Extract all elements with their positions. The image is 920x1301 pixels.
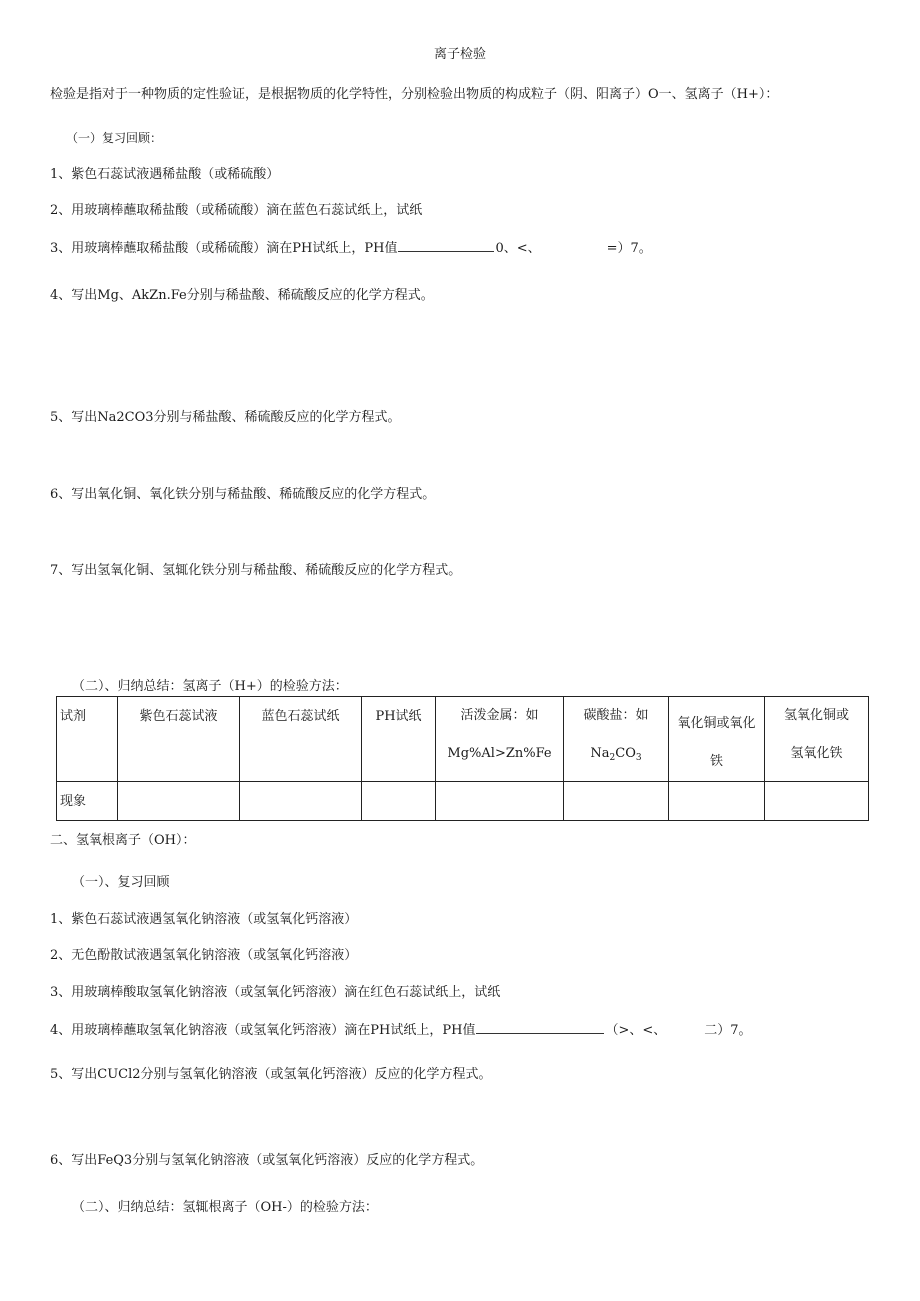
table-cell [57, 697, 118, 782]
table-cell [240, 697, 362, 782]
part1-question-1: 1、紫色石蕊试液遇稀盐酸（或稀硫酸） [50, 167, 280, 182]
answer-cell[interactable] [564, 782, 669, 821]
hydrogen-ion-test-table [56, 696, 869, 821]
table-cell [118, 697, 240, 782]
metal-oxide-line1: 氧化铜或氧化 [677, 716, 756, 731]
reagent-litmus-solution: 紫色石蕊试液 [139, 709, 218, 724]
part1-q3-options: 0、<、 [495, 241, 541, 256]
reagent-blue-litmus-paper: 蓝色石蕊试纸 [261, 709, 340, 724]
reagent-carbonate [564, 697, 668, 777]
part2-summary-heading: （二）、归纳总结：氢辄根离子（OH-）的检验方法： [72, 1200, 378, 1215]
answer-cell[interactable] [362, 782, 436, 821]
answer-cell[interactable] [669, 782, 765, 821]
table-cell [57, 782, 118, 821]
part1-review-heading: （一）复习回顾： [66, 131, 163, 145]
part2-q4-options: （>、<、 [605, 1023, 667, 1038]
part1-question-2: 2、用玻璃棒蘸取稀盐酸（或稀硫酸）滴在蓝色石蕊试纸上，试纸 [50, 203, 423, 218]
part1-question-4: 4、写出Mg、AkZn.Fe分别与稀盐酸、稀硫酸反应的化学方程式。 [50, 288, 434, 303]
table-cell [436, 697, 564, 782]
hydroxide-line1: 氢氧化铜或 [783, 708, 849, 723]
part2-question-6: 6、写出FeQ3分别与氢氧化钠溶液（或氢氧化钙溶液）反应的化学方程式。 [50, 1153, 484, 1168]
carbonate-formula: $Na_2CO_3$ [590, 746, 642, 763]
reagent-ph-paper: PH试纸 [375, 709, 422, 724]
answer-cell[interactable] [436, 782, 564, 821]
part1-question-7: 7、写出氢氧化铜、氢辄化铁分别与稀盐酸、稀硫酸反应的化学方程式。 [50, 563, 462, 578]
part2-question-3: 3、用玻璃棒酸取氢氧化钠溶液（或氢氧化钙溶液）滴在红色石蕊试纸上，试纸 [50, 985, 501, 1000]
row-label-reagent: 试剂 [60, 709, 87, 724]
row-label-phenomenon: 现象 [60, 794, 87, 809]
part2-review-heading: （一）、复习回顾 [72, 875, 170, 890]
table-cell [564, 697, 669, 782]
active-metal-label: 活泼金属：如 [460, 708, 539, 723]
table-cell [765, 697, 869, 782]
part2-heading: 二、氢氧根离子（OH）： [50, 833, 196, 848]
table-row-phenomenon [57, 782, 869, 821]
answer-cell[interactable] [240, 782, 362, 821]
ph-answer-blank[interactable] [398, 240, 494, 252]
part1-q3-prefix: 3、用玻璃棒蘸取稀盐酸（或稀硫酸）滴在PH试纸上，PH值 [50, 241, 398, 256]
part2-question-2: 2、无色酚散试液遇氢氧化钠溶液（或氢氧化钙溶液） [50, 948, 358, 963]
active-metal-examples: Mg%Al>Zn%Fe [447, 746, 552, 761]
reagent-hydroxide [765, 697, 868, 773]
part2-q4-suffix: 二）7。 [704, 1023, 752, 1038]
hydroxide-line2: 氢氧化铁 [790, 746, 843, 761]
part1-question-5: 5、写出Na2CO3分别与稀盐酸、稀硫酸反应的化学方程式。 [50, 410, 401, 425]
answer-cell[interactable] [765, 782, 869, 821]
part1-q3-suffix: =）7。 [606, 241, 652, 256]
metal-oxide-line2: 铁 [709, 754, 723, 769]
reagent-active-metal [436, 697, 563, 773]
part1-question-3 [50, 240, 652, 257]
part2-q4-prefix: 4、用玻璃棒蘸取氢氧化钠溶液（或氢氧化钙溶液）滴在PH试纸上，PH值 [50, 1023, 476, 1038]
answer-cell[interactable] [118, 782, 240, 821]
table-cell [362, 697, 436, 782]
part2-question-4 [50, 1022, 752, 1039]
table-cell [669, 697, 765, 782]
part1-summary-heading: （二）、归纳总结：氢离子（H+）的检验方法： [72, 679, 348, 694]
ph-answer-blank[interactable] [476, 1022, 604, 1034]
reagent-metal-oxide [669, 697, 764, 781]
page-title: 离子检验 [433, 47, 486, 62]
carbonate-label: 碳酸盐：如 [583, 708, 649, 723]
intro-paragraph: 检验是指对于一种物质的定性验证，是根据物质的化学特性，分别检验出物质的构成粒子（阴、阳离子）O一、氢离子（H+）： [50, 87, 779, 102]
table-row-reagent [57, 697, 869, 782]
part2-question-5: 5、写出CUCl2分别与氢氧化钠溶液（或氢氧化钙溶液）反应的化学方程式。 [50, 1067, 492, 1082]
part2-question-1: 1、紫色石蕊试液遇氢氧化钠溶液（或氢氧化钙溶液） [50, 912, 358, 927]
part1-question-6: 6、写出氧化铜、氧化铁分别与稀盐酸、稀硫酸反应的化学方程式。 [50, 487, 436, 502]
